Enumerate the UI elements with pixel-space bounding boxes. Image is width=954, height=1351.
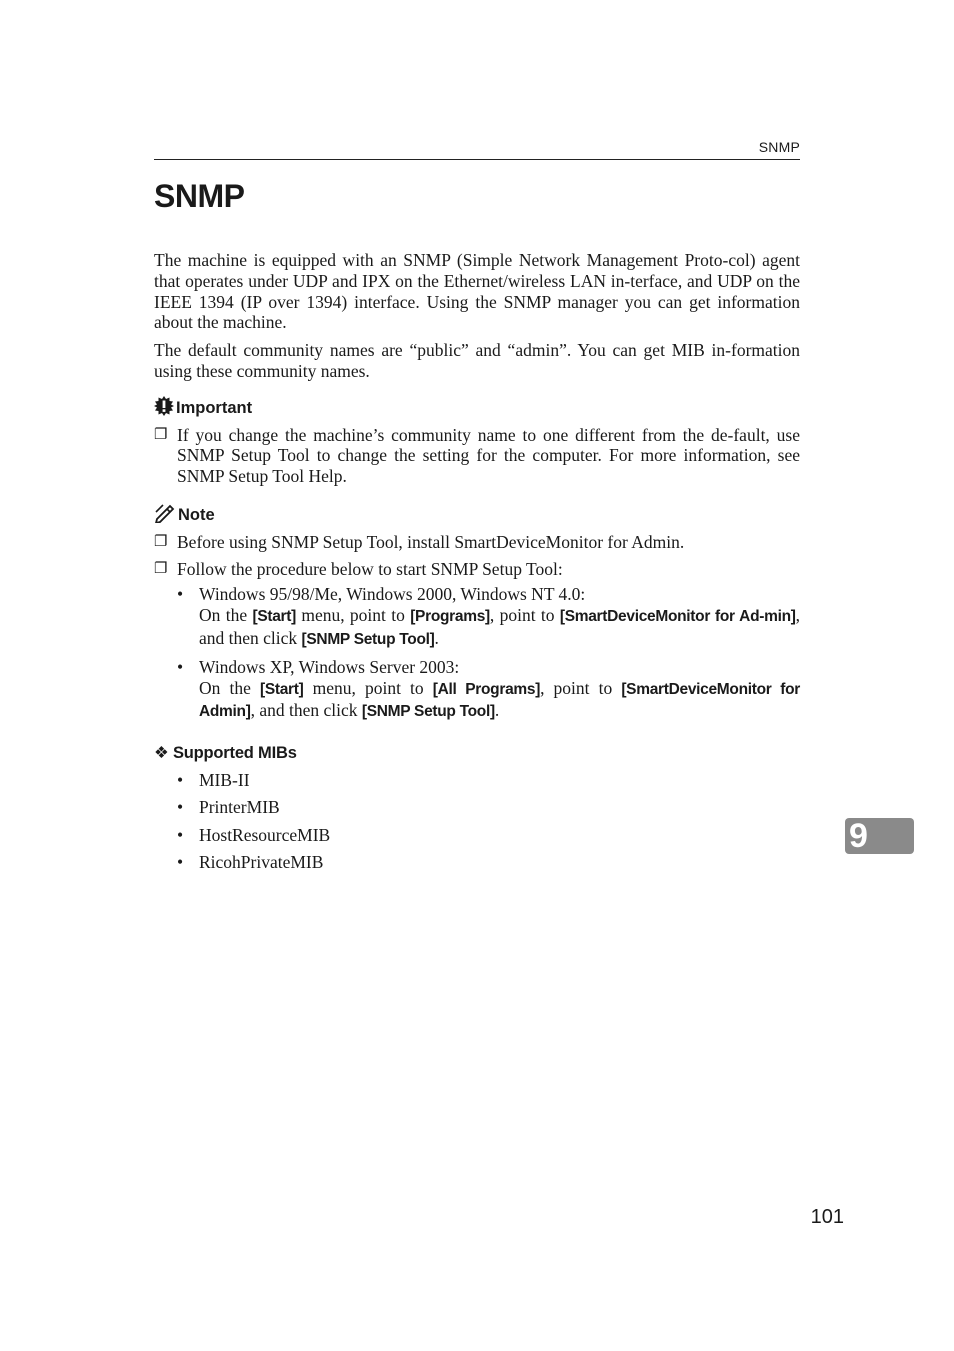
checkbox-icon: ❐ — [154, 426, 168, 443]
note-label — [154, 503, 800, 529]
mib-list — [177, 770, 800, 873]
note-pencil-icon — [154, 503, 176, 529]
header-rule — [154, 159, 800, 160]
list-item: • MIB-II — [177, 769, 250, 790]
note-item-1-text: Before using SNMP Setup Tool, install SmartDeviceMonitor for Admin. — [177, 531, 685, 552]
note-item-1 — [154, 532, 800, 553]
chapter-tab — [845, 818, 914, 854]
menu-smartdevicemonitor: [SmartDeviceMonitor for Admin] — [199, 680, 800, 721]
intro-paragraph-1: The machine is equipped with an SNMP (Simple Network Management Proto-col) agent that operates under UDP and IPX on the Ethernet/wireless LAN in-terface, and UDP on the IEEE 1394 (IP over 1394) interface. Using the SNMP manager you can get information about the machine. — [154, 250, 800, 333]
intro-paragraph-2: The default community names are “public” and “admin”. You can get MIB in-formation using these community names. — [154, 340, 800, 381]
important-icon — [154, 396, 174, 422]
list-item: • Windows XP, Windows Server 2003: On the [Start] menu, point to [All Programs], point to [SmartDeviceMonitor for Admin], and then click [SNMP Setup Tool]. — [177, 656, 800, 721]
windows-version-1: Windows 95/98/Me, Windows 2000, Windows NT 4.0: — [199, 584, 586, 605]
page-content — [154, 250, 800, 879]
menu-all-programs: [All Programs] — [432, 680, 541, 698]
list-item: • Windows 95/98/Me, Windows 2000, Windows NT 4.0: On the [Start] menu, point to [Programs], point to [SmartDeviceMonitor for Ad-min], and then click [SNMP Setup Tool]. — [177, 584, 800, 648]
checkbox-icon: ❐ — [154, 533, 168, 550]
list-item: • PrinterMIB — [177, 797, 280, 818]
menu-programs: [Programs] — [410, 608, 490, 626]
page-title: SNMP — [154, 178, 245, 214]
running-head: SNMP — [758, 139, 800, 155]
menu-snmp-setup-tool: [SNMP Setup Tool] — [301, 630, 435, 648]
menu-start: [Start] — [259, 680, 304, 698]
checkbox-icon: ❐ — [154, 560, 168, 577]
important-label — [154, 396, 800, 422]
important-item — [154, 425, 800, 487]
note-item-2-text: Follow the procedure below to start SNMP Setup Tool: — [177, 558, 563, 579]
windows-version-2: Windows XP, Windows Server 2003: — [199, 656, 460, 677]
menu-smartdevicemonitor: [SmartDeviceMonitor for Ad-min] — [559, 608, 796, 626]
menu-snmp-setup-tool: [SNMP Setup Tool] — [361, 703, 495, 721]
supported-mibs-heading: ❖ Supported MIBs — [154, 744, 297, 763]
menu-start: [Start] — [252, 608, 296, 626]
page-number: 101 — [810, 1206, 844, 1228]
windows-list — [177, 584, 800, 723]
important-label-text: Important — [176, 399, 253, 418]
important-item-text: If you change the machine’s community name to one different from the de-fault, use SNMP Setup Tool to change the setting for the computer. For more information, see SNMP Setup Tool Help. — [177, 424, 800, 487]
note-item-2 — [154, 559, 800, 730]
chapter-number: 9 — [849, 817, 868, 855]
list-item: • HostResourceMIB — [177, 824, 331, 845]
note-item-2-content — [177, 559, 800, 730]
note-label-text: Note — [178, 506, 215, 525]
list-item: • RicohPrivateMIB — [177, 851, 324, 872]
